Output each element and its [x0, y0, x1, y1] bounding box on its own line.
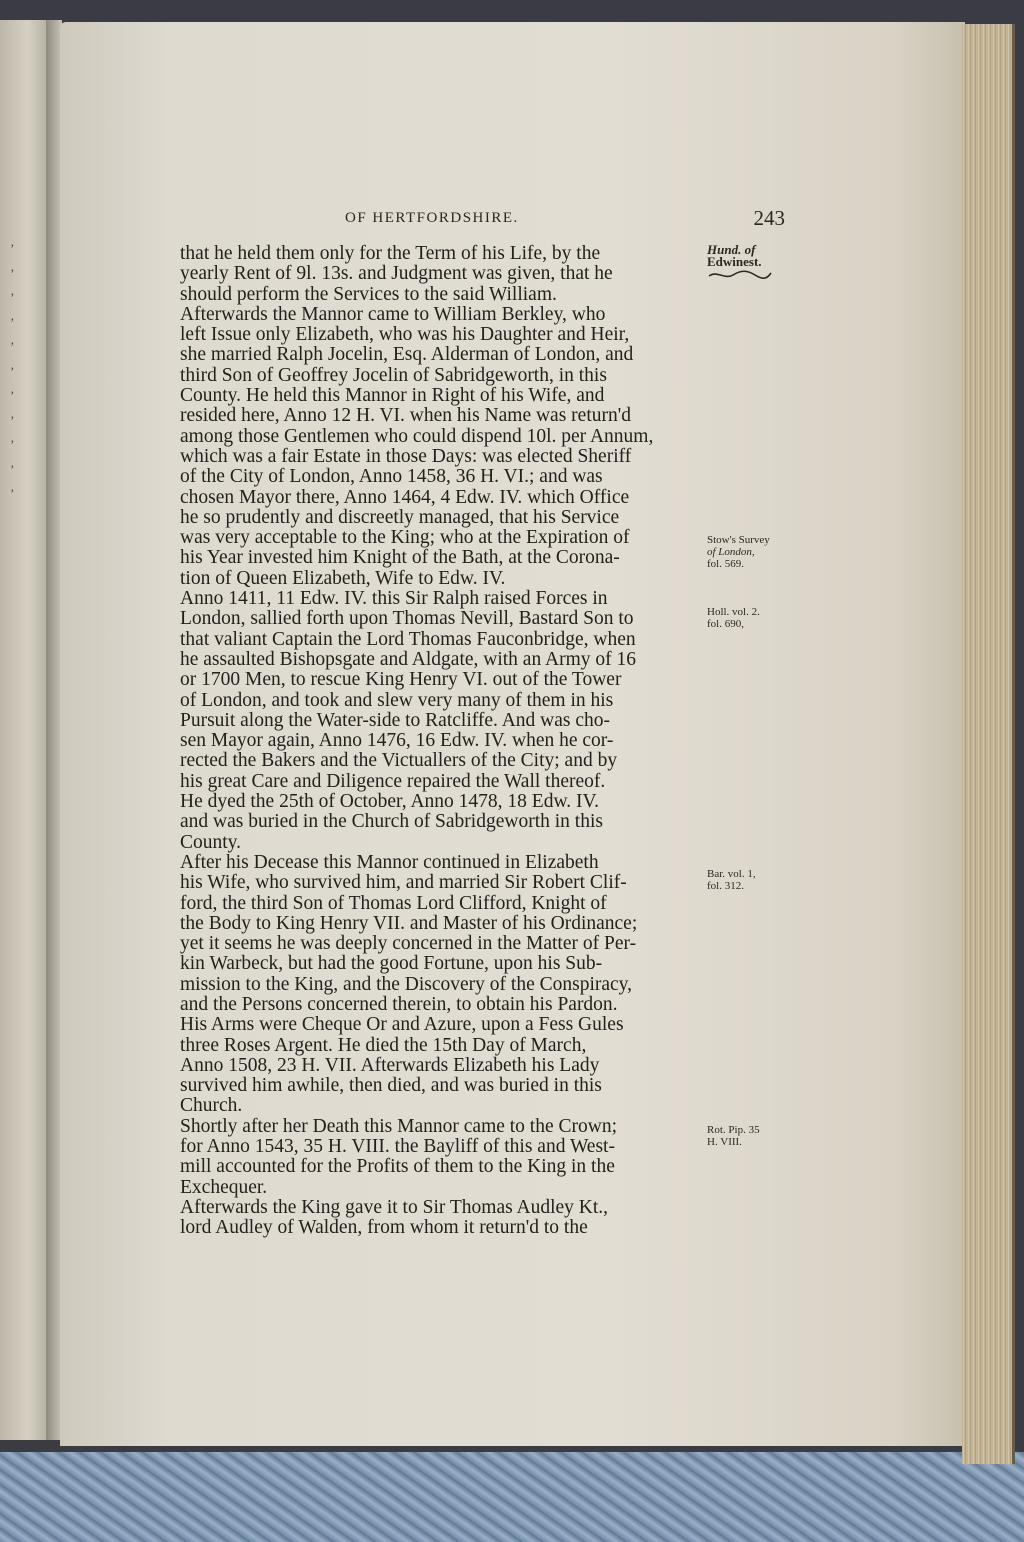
text-line: Church. [180, 1095, 243, 1117]
text-line: was very acceptable to the King; who at the Expiration of [180, 527, 630, 549]
text-line: survived him awhile, then died, and was buried in this [180, 1075, 602, 1097]
text-line: chosen Mayor there, Anno 1464, 4 Edw. IV. which Office [180, 486, 630, 508]
text-line: Shortly after her Death this Mannor came to the Crown; [180, 1115, 618, 1137]
margin-note-line: H. VIII. [707, 1136, 742, 1148]
text-line: among those Gentlemen who could dispend 10l. per Annum, [180, 425, 654, 447]
page-edges [962, 24, 1015, 1464]
text-line: for Anno 1543, 35 H. VIII. the Bayliff of this and West- [180, 1136, 615, 1158]
text-line: that he held them only for the Term of his Life, by the [180, 243, 601, 264]
background-cloth [0, 1452, 1024, 1542]
text-line: After his Decease this Mannor continued in Elizabeth [180, 851, 599, 873]
margin-note-line: Hund. of [707, 242, 756, 257]
text-line: His Arms were Cheque Or and Azure, upon a Fess Gules [180, 1014, 624, 1036]
margin-note-line: Bar. vol. 1, [707, 868, 756, 880]
margin-note-hundred [707, 244, 797, 280]
margin-note-line: Stow's Survey [707, 534, 770, 546]
text-line: and was buried in the Church of Sabridgeworth in this [180, 811, 603, 833]
text-line: he so prudently and discreetly managed, that his Service [180, 506, 620, 528]
text-line: his Wife, who survived him, and married Sir Robert Clif- [180, 872, 627, 894]
text-line: which was a fair Estate in those Days: was elected Sheriff [180, 445, 632, 467]
text-line: of the City of London, Anno 1458, 36 H. VI.; and was [180, 466, 603, 488]
text-line: Afterwards the Mannor came to William Berkley, who [180, 303, 606, 325]
margin-note-rot [707, 1124, 797, 1148]
text-line: ford, the third Son of Thomas Lord Clifford, Knight of [180, 892, 607, 914]
text-line: yet it seems he was deeply concerned in the Matter of Per- [180, 933, 637, 955]
page-number: 243 [753, 206, 785, 230]
margin-note-line: Edwinest. [707, 254, 762, 269]
margin-note-bar [707, 868, 797, 892]
text-line: of London, and took and slew very many of them in his [180, 689, 614, 711]
text-line: resided here, Anno 12 H. VI. when his Name was return'd [180, 405, 632, 427]
margin-note-stow [707, 534, 797, 570]
text-line: rected the Bakers and the Victuallers of the City; and by [180, 750, 618, 772]
left-page-fragments: , , , , , , , , , , , [10, 234, 14, 494]
text-line: yearly Rent of 9l. 13s. and Judgment was given, that he [180, 263, 613, 285]
margin-note-line: Rot. Pip. 35 [707, 1124, 760, 1136]
text-line: or 1700 Men, to rescue King Henry VI. out of the Tower [180, 669, 622, 691]
text-line: Anno 1411, 11 Edw. IV. this Sir Ralph raised Forces in [180, 588, 608, 610]
text-line: sen Mayor again, Anno 1476, 16 Edw. IV. when he cor- [180, 730, 614, 752]
text-line: Pursuit along the Water-side to Ratcliffe. And was cho- [180, 709, 611, 731]
flourish-ornament [707, 270, 773, 280]
text-line: mission to the King, and the Discovery of the Conspiracy, [180, 973, 633, 995]
text-line: should perform the Services to the said William. [180, 283, 557, 305]
text-line: London, sallied forth upon Thomas Nevill, Bastard Son to [180, 608, 634, 630]
text-line: his Year invested him Knight of the Bath, at the Corona- [180, 547, 620, 569]
text-line: the Body to King Henry VII. and Master of his Ordinance; [180, 912, 638, 934]
text-line: that valiant Captain the Lord Thomas Fauconbridge, when [180, 628, 636, 650]
text-line: County. He held this Mannor in Right of his Wife, and [180, 385, 605, 407]
text-line: his great Care and Diligence repaired the Wall thereof. [180, 770, 606, 792]
text-line: tion of Queen Elizabeth, Wife to Edw. IV. [180, 567, 506, 589]
text-line: mill accounted for the Profits of them to the King in the [180, 1156, 615, 1178]
margin-note-line: fol. 569. [707, 558, 744, 570]
body-text [180, 244, 700, 1239]
text-line: three Roses Argent. He died the 15th Day of March, [180, 1034, 587, 1056]
margin-note-line: fol. 312. [707, 880, 744, 892]
text-line: County. [180, 831, 242, 853]
text-line: left Issue only Elizabeth, who was his Daughter and Heir, [180, 324, 630, 346]
text-line: Exchequer. [180, 1176, 268, 1198]
margin-note-line: fol. 690, [707, 618, 744, 630]
text-line: Anno 1508, 23 H. VII. Afterwards Elizabeth his Lady [180, 1054, 600, 1076]
text-line: lord Audley of Walden, from whom it return'd to the [180, 1217, 588, 1239]
text-line: kin Warbeck, but had the good Fortune, upon his Sub- [180, 953, 603, 975]
running-head: OF HERTFORDSHIRE. [345, 210, 519, 226]
text-line: she married Ralph Jocelin, Esq. Alderman of London, and [180, 344, 634, 366]
text-line: third Son of Geoffrey Jocelin of Sabridgeworth, in this [180, 364, 607, 386]
text-line: he assaulted Bishopsgate and Aldgate, with an Army of 16 [180, 648, 637, 670]
page-header [345, 206, 785, 234]
margin-note-holl [707, 606, 797, 630]
margin-note-line: of London, [707, 546, 755, 558]
margin-note-line: Holl. vol. 2. [707, 606, 760, 618]
text-line: He dyed the 25th of October, Anno 1478, 18 Edw. IV. [180, 791, 599, 813]
text-line: Afterwards the King gave it to Sir Thomas Audley Kt., [180, 1196, 609, 1218]
text-line: and the Persons concerned therein, to obtain his Pardon. [180, 993, 618, 1015]
